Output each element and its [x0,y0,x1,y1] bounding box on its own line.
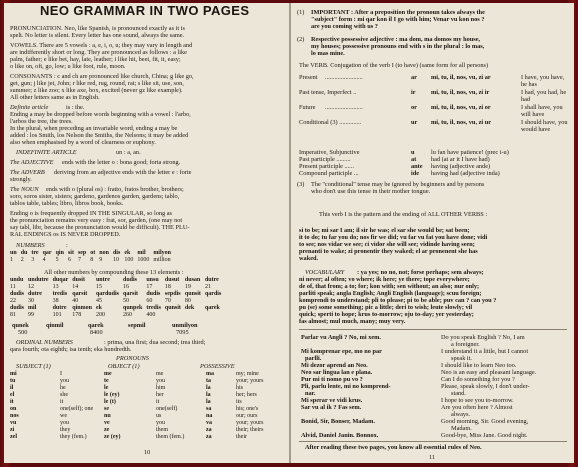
compound-word: qunsit [164,305,181,311]
compound-word: tredis [52,291,68,297]
subject-pronoun: il [10,385,14,391]
note-3-line-1: The "conditional" tense may be ignored by beginners and by persons [311,181,485,188]
definite-article-line-4: In the plural, when preceding an invariable word, ending a may be [10,125,178,132]
pronoun-row [8,399,266,406]
dialog-english: Do you speak English ? No, I am [441,334,525,341]
verb-example-line-1: si to be; mi sar I am; il sir he was; el sar she would be; sat been; [299,227,470,234]
compound-value: 13 [52,284,59,290]
dialog-neo: Parlar vu Angli ? No, mi xem. [301,334,381,341]
subject-gloss: I [60,371,62,377]
number-word: sep [77,250,87,256]
subject-pronoun: it [10,399,14,405]
compound-word: dudis [10,291,25,297]
subject-gloss: we [60,413,67,419]
possessive-pronoun: la [206,392,211,398]
qunek-word-4: sepmil [128,322,146,329]
subject-gloss: one(self); one [60,406,94,412]
dialog-english: a foreigner. [451,341,480,348]
definite-article-label: Definite article [10,104,49,111]
object-gloss: you [156,378,165,384]
verb-example-line-2: it to do; tu far you do; nos fir we did; vu far vu fat you have done; vidi [299,234,488,241]
pronoun-row [8,392,266,399]
noun-label: The NOUN [10,186,39,193]
verb-heading: The VERB. Conjugation of the verb I (to have) (same form for all persons) [299,62,489,69]
dialog-english: I hope to see you to-morrow. [441,397,514,404]
closing-line: After reading these two pages, you know all essential rules of Neo. [305,444,482,451]
subject-pronoun: zi [10,427,15,433]
compound-value: 22 [10,298,16,304]
pronoun-row [8,434,266,441]
possessive-pronoun: ta [206,378,211,384]
vowels-line-4: o like on, oft, go, low; u like foot, rule, moon. [10,63,126,70]
compound-value: 45 [95,298,102,304]
noun-line-2: soro, soros sister, sisters; gardeno, gardenos garden, gardens; tablo, [10,193,180,200]
definite-article-line-1: is : the. [66,104,85,111]
subject-gloss: you [60,420,69,426]
number-word: tre [31,250,39,256]
dialog-neo: Bonid, Sir, Bonser, Madam. [301,418,375,425]
number-value: 8 [90,257,94,263]
number-value: 2 [20,257,24,263]
possessive-pronoun: za [206,434,212,440]
compound-value: 81 [10,312,16,318]
compound-value: 38 [52,298,59,304]
pronoun-row [8,427,266,434]
compound-value: 80 [184,298,191,304]
possessive-gloss: her; hers [236,392,257,398]
possessive-pronoun: la [206,385,211,391]
number-word: qar [42,250,52,256]
ordinal-line-2: qara fourth; ota eighth; isa tenth; eka hundredth. [10,346,132,353]
dialog-neo: Pur mi ti nomo pu vo ? [301,376,363,383]
definite-article-line-2: Ending a may be dropped before words beginning with a vowel : l'arbo, [10,111,191,118]
verb-form-ending: ante [411,163,423,170]
qunek-word-3: qarek [88,322,104,329]
subject-gloss: they [60,427,71,433]
definite-article-line-5: added : los Smith, los Nelson the Smiths, the Nelsons; it may be added [10,132,189,139]
possessive-label: POSSESSIVE [200,363,235,370]
dialog-english: I understand it a little, but I cannot [441,348,529,355]
subject-gloss: they (fem.) [60,434,87,440]
compound-word: dusut [164,277,180,283]
possessive-gloss: their [236,434,247,440]
number-word: ot [90,250,96,256]
adverb-line-2: strongly. [10,176,32,183]
pronoun-row [8,378,266,385]
subject-label: SUBJECT (1) [16,363,51,370]
number-value: 1 [10,257,13,263]
dialog-english: Please, speak slowly, I don't under- [441,383,530,390]
possessive-gloss: your; yours [236,378,264,384]
possessive-pronoun: na [206,413,213,419]
verb-form-name: Past participle ......... [299,156,351,163]
object-pronoun: te [104,378,109,384]
compound-word: dutre [52,305,67,311]
compound-value: 178 [72,312,82,318]
possessive-gloss: his [236,385,244,391]
object-gloss: it [156,399,160,405]
numbers-table [8,250,173,264]
pronoun-row [8,371,266,378]
compound-word: qarsit [72,291,88,297]
verb-form-gloss: lu fan have patience! (prec i-u) [431,149,509,156]
subject-gloss: she [60,392,68,398]
note-2-number: (2) [297,36,305,43]
vocabulary-line-8: fas almost; mul much, many; muy very. [299,318,406,325]
verb-form-gloss: had (at ar it I have had) [431,156,490,163]
consonants-line-2: get, gun; j like jet, John; r like red, rug, round, rat; s like sit, use, son, [10,80,184,87]
object-gloss: one(self) [156,406,178,412]
qunek-value-1: 500 [18,329,28,336]
tense-name: Past tense, Imperfect .. [299,89,357,96]
ordinal-line-1: : prima, una first; dua second; trea third; [104,339,206,346]
tense-name: Future [299,104,316,111]
subject-pronoun: tu [10,378,16,384]
tense-dots: ........................ [325,74,363,81]
number-word: non [99,250,109,256]
pronoun-row [8,406,266,413]
pronunciation-line-1: PRONUNCIATION. Neo, like Spanish, is pronounced exactly as it is [10,25,185,32]
dialog-bottom-rule [299,441,567,442]
note-1-number: (1) [297,9,305,16]
note-1-line-1: IMPORTANT : After a preposition the pronoun takes always the [311,9,485,16]
number-word: du [20,250,28,256]
compound-word: qunpek [122,305,143,311]
object-pronoun: ve [104,420,110,426]
vocabulary-line-5: komprendi to understand; pli to please; pi to be able; puv can ? can you ? [299,297,497,304]
object-gloss: them [156,427,168,433]
compound-value: 11 [10,284,16,290]
pronoun-row [8,413,266,420]
tense-gloss: I have, you have, he has [521,74,565,88]
compound-word: qunsit [184,291,201,297]
verb-form-ending: at [411,156,417,163]
vocabulary-line-3: de of, that from; a to; for; kon with; sen without; an also; nur only; [299,283,480,290]
object-gloss: me [156,371,164,377]
qunek-word-1: qunek [12,322,29,329]
qunek-value-2: 8400 [90,329,103,336]
noun-line-7: RAL ENDINGS os IS NEVER DROPPED. [10,231,121,238]
vocabulary-line-7: quick; sperti to hope; krus to-morrow; oju to-day; yer yesterday; [299,311,474,318]
dialog-neo: Pli, parlu lente, mi no komprend- [301,383,391,390]
object-gloss: him [156,385,166,391]
qunek-value-3: 7095 [176,329,189,336]
qunek-word-5: unmilyon [172,322,198,329]
compound-value: 30 [28,298,35,304]
number-value: 3 [31,257,35,263]
compound-word: undu [10,277,24,283]
compound-value: 14 [72,284,79,290]
number-value: million [153,257,171,263]
indefinite-article-label: INDEFINITE ARTICLE [16,149,77,156]
tense-forms: mi, tu, il, nos, vu, zi ur [431,119,492,126]
vowels-line-2: are indifferently short or long. They are pronounced as follows : a like [10,49,187,56]
numbers-colon: : [66,242,68,249]
compound-word: tredis [146,305,161,311]
possessive-pronoun: sa [206,406,212,412]
number-value: 6 [67,257,71,263]
adverb-line-1: deriving from an adjective ends with the letter e : forte [54,169,192,176]
subject-gloss: you [60,378,69,384]
compound-value: 60 [146,298,153,304]
verb-example-line-5: waked. [299,255,319,262]
pronunciation-line-2: spelt. No letter is silent. Every letter has one sound, always the same. [10,32,185,39]
tense-gloss: I had, you had, he had [521,89,567,103]
page-title: NEO GRAMMAR IN TWO PAGES [40,3,250,18]
subject-pronoun: mi [10,371,17,377]
vocabulary-line-6: pu (se) some something; pic a little; deri to wish; leute slowly; vil [299,304,473,311]
compound-word: qarek [204,305,220,311]
object-pronoun: me [104,371,112,377]
pronouns-table [8,371,266,441]
compound-value: 17 [146,284,153,290]
verb-form-name: Imperative, Subjunctive [299,149,360,156]
possessive-pronoun: za [206,427,212,433]
number-value: 100 [124,257,134,263]
note-1-line-3: are you coming with us ? [311,23,378,30]
tense-name: Conditional (3) .............. [299,119,362,126]
dialog-neo: Mi dezor aprend an Neo. [301,362,368,369]
possessive-gloss: my; mine [236,371,259,377]
possessive-pronoun: ma [206,371,214,377]
vowels-line-1: VOWELS. There are 5 vowels : a, e, i, o, u; they may vary in length and [10,42,193,49]
compound-intro: All other numbers by compounding these 13 elements : [44,269,184,276]
pattern-line: This verb I is the pattern and the ending of ALL OTHER VERBS : [319,211,488,218]
object-pronoun: le (ey) [104,392,120,398]
compound-word: duqar [52,277,69,283]
object-gloss: them (fem.) [156,434,185,440]
compound-value: 16 [122,284,129,290]
number-value: 5 [55,257,59,263]
dialog-english: Can I do something for you ? [441,376,515,383]
dialog-neo: parlli. [305,355,322,362]
object-gloss: you [156,420,165,426]
dialog-neo: Sar vu al ik ? Fas sem. [301,404,362,411]
verb-form-gloss: having (adjective ande) [431,163,491,170]
object-pronoun: le (t) [104,399,116,405]
noun-line-1: ends with o (plural os) : fratto, fratos brother, brothers; [46,186,184,193]
compound-word: dusan [184,277,201,283]
dialog-english: Neo is an easy and pleasant language. [441,369,537,376]
page-number-right: 11 [429,454,436,461]
numbers-label: NUMBERS [16,242,45,249]
dialog-english: speak it. [451,355,472,362]
note-2-line-3: lo mas mine. [311,50,345,57]
dialog-neo: Mi sperar ve vidi krus. [301,397,363,404]
consonants-line-4: All other letters same as in English. [10,94,100,101]
number-value: 10 [112,257,119,263]
compound-word: mil [28,305,37,311]
compound-word: untre [95,277,110,283]
vowels-line-3: palm, father; e like bet, hay, late, leather; i like hit, beet, fit, it, easy; [10,56,181,63]
dialog-english: stand. [451,390,466,397]
compound-word: dutre [28,291,42,297]
compound-value: 70 [164,298,171,304]
number-word: un [10,250,17,256]
vocabulary-label: VOCABULARY [305,269,345,276]
dialog-neo: Neo sar lingua lan e plana. [301,369,373,376]
ordinal-label: ORDINAL NUMBERS [16,339,73,346]
noun-line-6: say tabl, libr, because the pronunciation would be difficult). THE PLU- [10,224,190,231]
tense-gloss: I shall have, you will have [521,104,563,118]
tense-name: Present [299,74,318,81]
possessive-gloss: your; yours [236,420,264,426]
adjective-label: The ADJECTIVE [10,159,54,166]
tense-forms: mi, tu, il, nos, vu, zi ar [431,74,491,81]
compound-word: dutre [204,277,219,283]
compound-word: dudis [122,277,137,283]
vocabulary-line-1: : ya yes; no no, not; forse perhaps; sem always; [357,269,484,276]
note-2-line-2: my houses; possessive pronouns end with s in the plural : lo mas, [311,43,485,50]
vocabulary-line-4: parliti speak; angla English; Angli English (language); scuu foreign; [299,290,482,297]
number-word: ek [124,250,131,256]
dialog-english: I should like to learn Neo too. [441,362,517,369]
page-number-left: 10 [144,449,151,456]
dialog-neo: nar. [305,390,316,397]
verb-example-line-4: prenanti to wake; zi pronentir they waked; el ar pronenent she has [299,248,478,255]
compound-value: 15 [95,284,102,290]
number-word: qin [55,250,64,256]
compound-word: sepdis [164,291,181,297]
compound-word: qarsit [122,291,138,297]
number-value: 1000 [137,257,150,263]
compound-value: 260 [122,312,132,318]
consonants-line-3: summer; z like zoo; x like axe, box, excited (never gz like example). [10,87,183,94]
verb-form-gloss: having had (adjective inda) [431,170,500,177]
subject-gloss: he [60,385,66,391]
verb-form-name: Compound participle ... [299,170,359,177]
compound-word: dusit [72,277,85,283]
compound-value: 18 [164,284,171,290]
tense-forms: mi, tu, il, nos, vu, zi ir [431,89,490,96]
noun-line-3: tablos table, tables; libro, libros book, books. [10,200,124,207]
object-gloss: her [156,392,164,398]
tense-ending: or [411,104,417,111]
dialog-english: Good-bye, Miss Jane. Good night. [441,432,528,439]
possessive-pronoun: la [206,399,211,405]
possessive-gloss: its [236,399,242,405]
compound-word: dek [184,305,195,311]
definite-article-line-6: also when emphasised by a word of clearness or euphony. [10,139,156,146]
verb-example-line-3: to see; nos vidar we see; ci vidor she will see; vidinde having seen; [299,241,475,248]
compound-numbers-table [8,277,223,319]
number-word: sit [67,250,74,256]
dialog-top-rule [299,329,567,330]
verb-form-ending: ide [411,170,420,177]
indefinite-article-text: un : a, an. [116,149,141,156]
object-pronoun: le [104,385,109,391]
object-gloss: us [156,413,162,419]
note-3-line-2: who don't use this tense in their mother tongue. [311,188,431,195]
number-value: 7 [77,257,81,263]
object-pronoun: ze (ey) [104,434,121,440]
compound-value: 99 [28,312,35,318]
pronoun-row [8,385,266,392]
possessive-gloss: our; ours [236,413,258,419]
tense-ending: ir [411,89,416,96]
subject-pronoun: nos [10,413,19,419]
note-3-number: (3) [297,181,305,188]
noun-line-5: the pronunciation remains very easy : frat, sor, garden, (one may not [10,217,183,224]
number-value: 4 [42,257,46,263]
pronouns-label: PRONOUNS [116,355,149,362]
left-page [4,3,289,463]
dialog-english: Madam. [451,425,472,432]
qunek-word-2: qinmil [46,322,64,329]
possessive-gloss: their; theirs [236,427,264,433]
compound-value: 400 [146,312,156,318]
number-word: mil [137,250,146,256]
tense-ending: ar [411,74,417,81]
number-word: milyon [153,250,171,256]
compound-value: 40 [72,298,79,304]
compound-word: undutre [28,277,49,283]
compound-value: 200 [95,312,105,318]
object-pronoun: se [104,406,109,412]
pronoun-row [8,420,266,427]
possessive-gloss: his; one's [236,406,259,412]
tense-forms: mi, tu, il, nos, vu, zi or [431,104,491,111]
compound-word: unsu [146,277,159,283]
compound-word: qardudis [95,291,119,297]
verb-form-name: Present participle ...... [299,163,354,170]
compound-word: qinmon [72,305,92,311]
noun-line-4: Ending o is frequently dropped IN THE SINGULAR, so long as [10,210,173,217]
adverb-label: The ADVERB [10,169,45,176]
dialog-english: Are you often here ? Almost [441,404,513,411]
right-page [291,3,574,463]
subject-pronoun: vu [10,420,17,426]
tense-ending: ur [411,119,418,126]
compound-word: dudis [10,305,25,311]
object-label: OBJECT (1) [108,363,140,370]
compound-value: 21 [204,284,211,290]
dialog-neo: Mi komprenar epe, mo no par [301,348,382,355]
subject-pronoun: zel [10,434,17,440]
compound-word: dudis [146,291,161,297]
dialog-neo: Alvid, Daniel Janin. Bonnox. [301,432,379,439]
compound-word: qardis [204,291,222,297]
number-value: 9 [99,257,103,263]
dialog-english: always. [451,411,471,418]
compound-value: 101 [52,312,62,318]
object-pronoun: nu [104,413,111,419]
compound-value: 12 [28,284,35,290]
note-2-line-1: Respective possessive adjective : ma dom, ma domos my house, [311,36,481,43]
subject-pronoun: el [10,392,15,398]
compound-value: 19 [184,284,191,290]
tense-dots: ........................ [325,104,363,111]
object-pronoun: ze [104,427,110,433]
subject-gloss: it [60,399,64,405]
vocabulary-line-2: ni never; al often; vo where; ik here; ye there; tope everywhere; [299,276,470,283]
compound-value: 50 [122,298,129,304]
subject-pronoun: on [10,406,17,412]
note-1-line-2: "subject" form : mi qar kon il I go with him; Venar vu kon nos ? [311,16,485,23]
tense-gloss: I should have, you would have [521,119,568,133]
dialog-english: Good morning, Sir. Good evening, [441,418,529,425]
definite-article-line-3: l'arbos the tree, the trees. [10,118,73,125]
possessive-pronoun: va [206,420,212,426]
verb-form-ending: u [411,149,415,156]
adjective-text: ends with the letter o : bona good; forta strong. [62,159,181,166]
compound-word: ek [95,305,102,311]
number-word: dis [112,250,121,256]
consonants-line-1: CONSONANTS : c and ch are pronounced like church, China; g like go, [10,73,194,80]
